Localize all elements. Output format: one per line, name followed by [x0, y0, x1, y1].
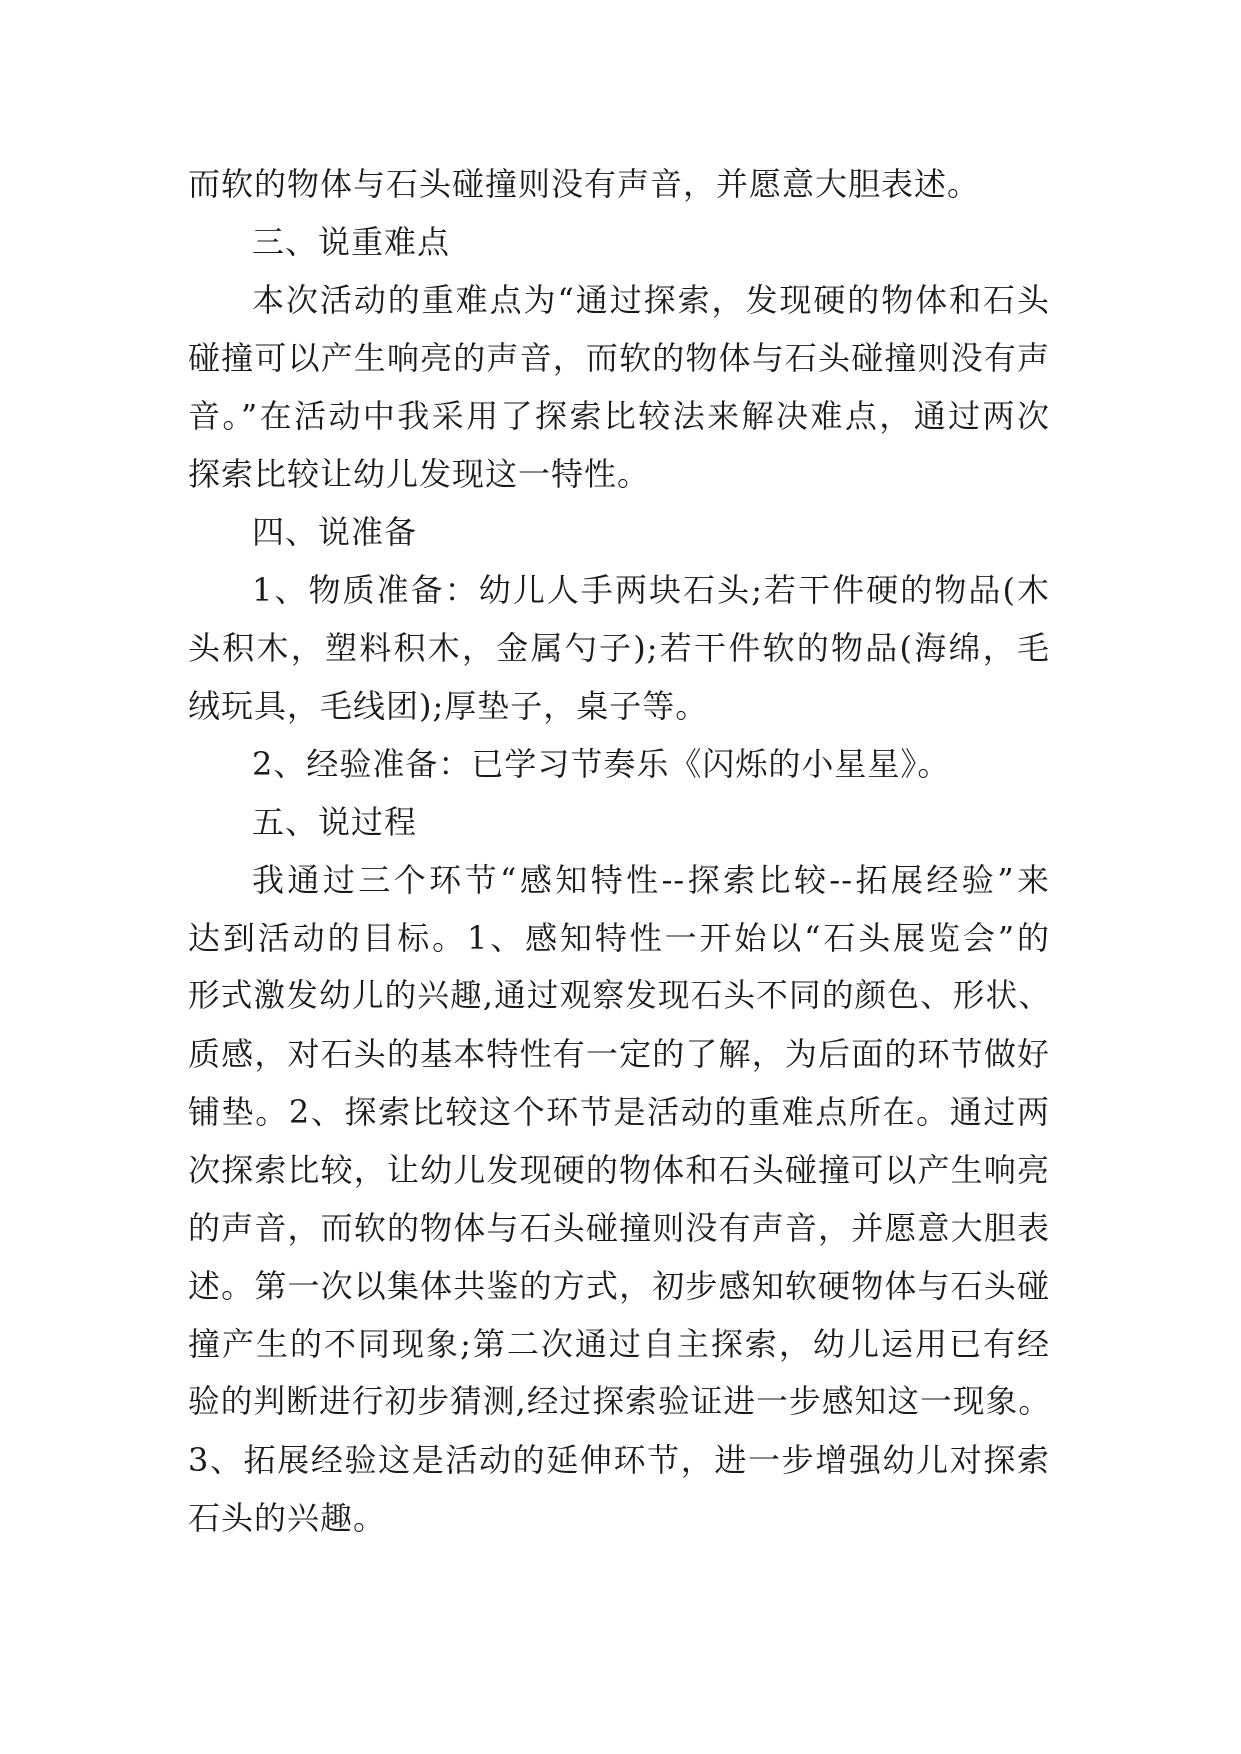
body-line: 的声音，而软的物体与石头碰撞则没有声音，并愿意大胆表 — [188, 1209, 1050, 1247]
body-line: 撞产生的不同现象;第二次通过自主探索，幼儿运用已有经 — [188, 1325, 1050, 1363]
section-heading-process: 五、说过程 — [252, 803, 418, 841]
body-line: 次探索比较，让幼儿发现硬的物体和石头碰撞可以产生响亮 — [188, 1151, 1050, 1189]
body-line: 而软的物体与石头碰撞则没有声音，并愿意大胆表述。 — [188, 165, 981, 203]
section-heading-preparation: 四、说准备 — [252, 513, 418, 551]
body-line: 1、物质准备：幼儿人手两块石头;若干件硬的物品(木 — [252, 571, 1050, 609]
body-line: 2、经验准备：已学习节奏乐《闪烁的小星星》。 — [252, 745, 951, 783]
body-line: 铺垫。2、探索比较这个环节是活动的重难点所在。通过两 — [188, 1093, 1050, 1131]
body-line: 形式激发幼儿的兴趣,通过观察发现石头不同的颜色、形状、 — [188, 978, 1050, 1014]
body-line: 石头的兴趣。 — [188, 1499, 387, 1537]
body-line: 音。”在活动中我采用了探索比较法来解决难点，通过两次 — [188, 397, 1050, 435]
body-line: 3、拓展经验这是活动的延伸环节，进一步增强幼儿对探索 — [188, 1441, 1050, 1479]
body-line: 本次活动的重难点为“通过探索，发现硬的物体和石头 — [252, 281, 1050, 319]
section-heading-difficulties: 三、说重难点 — [252, 223, 451, 261]
body-line: 质感，对石头的基本特性有一定的了解，为后面的环节做好 — [188, 1035, 1050, 1073]
body-line: 探索比较让幼儿发现这一特性。 — [188, 455, 651, 493]
body-line: 头积木，塑料积木，金属勺子);若干件软的物品(海绵，毛 — [188, 629, 1050, 667]
document-body — [188, 155, 1050, 1547]
body-line: 验的判断进行初步猜测,经过探索验证进一步感知这一现象。 — [188, 1384, 1050, 1420]
body-line: 我通过三个环节“感知特性--探索比较--拓展经验”来 — [252, 861, 1050, 899]
body-line: 述。第一次以集体共鉴的方式，初步感知软硬物体与石头碰 — [188, 1267, 1050, 1305]
body-line: 绒玩具，毛线团);厚垫子，桌子等。 — [188, 687, 709, 725]
body-line: 达到活动的目标。1、感知特性一开始以“石头展览会”的 — [188, 919, 1050, 957]
body-line: 碰撞可以产生响亮的声音，而软的物体与石头碰撞则没有声 — [188, 339, 1050, 377]
